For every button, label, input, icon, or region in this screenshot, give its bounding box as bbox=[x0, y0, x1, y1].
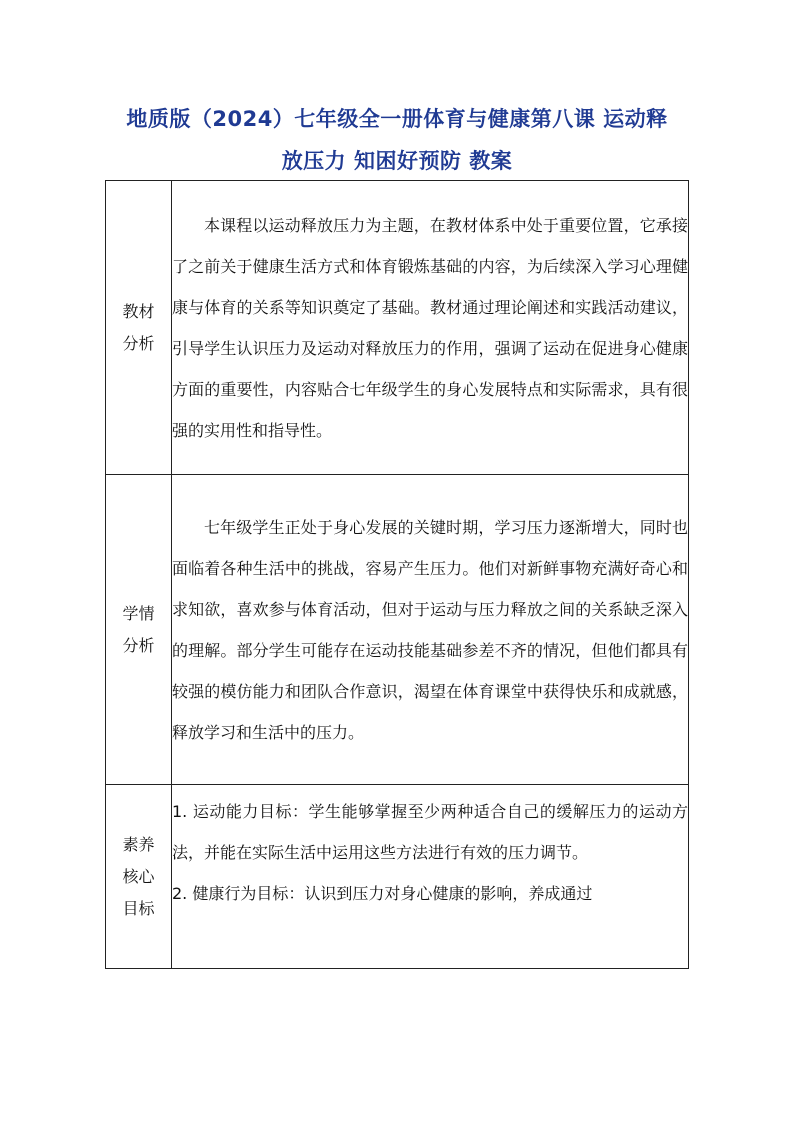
page-title bbox=[105, 98, 689, 182]
title-line-2: 放压力 知困好预防 教案 bbox=[281, 149, 513, 173]
row-content-textbook-analysis bbox=[172, 181, 689, 475]
row-label-line: 分析 bbox=[122, 635, 155, 655]
table-row-student-analysis bbox=[106, 475, 689, 785]
goals-clip bbox=[172, 791, 688, 963]
row-label-textbook-analysis bbox=[106, 181, 172, 475]
row-label-line: 分析 bbox=[122, 333, 155, 353]
row-label-line: 学情 bbox=[122, 603, 155, 623]
row-label-line: 教材 bbox=[122, 301, 155, 321]
table-row-core-competency-goals bbox=[106, 785, 689, 969]
lesson-plan-table bbox=[105, 180, 689, 969]
paragraph-student-analysis: 七年级学生正处于身心发展的关键时期，学习压力逐渐增大，同时也面临着各种生活中的挑战，容易产生压力。他们对新鲜事物充满好奇心和求知欲，喜欢参与体育活动，但对于运动与压力释放之间的关系缺乏深入的理解。部分学生可能存在运动技能基础参差不齐的情况，但他们都具有较强的模仿能力和团队合作意识，渴望在体育课堂中获得快乐和成就感，释放学习和生活中的压力。 bbox=[172, 517, 688, 742]
row-content-student-analysis bbox=[172, 475, 689, 785]
row-label-line: 目标 bbox=[122, 898, 155, 918]
goal-item: 1. 运动能力目标：学生能够掌握至少两种适合自己的缓解压力的运动方法，并能在实际生活中运用这些方法进行有效的压力调节。 bbox=[172, 802, 688, 862]
row-content-core-competency-goals bbox=[172, 785, 689, 969]
title-line-1: 地质版（2024）七年级全一册体育与健康第八课 运动释 bbox=[126, 107, 668, 131]
row-label-line: 核心 bbox=[122, 866, 155, 886]
row-label-line: 素养 bbox=[122, 834, 155, 854]
row-label-student-analysis bbox=[106, 475, 172, 785]
paragraph-textbook-analysis: 本课程以运动释放压力为主题，在教材体系中处于重要位置，它承接了之前关于健康生活方式和体育锻炼基础的内容，为后续深入学习心理健康与体育的关系等知识奠定了基础。教材通过理论阐述和实践活动建议，引导学生认识压力及运动对释放压力的作用，强调了运动在促进身心健康方面的重要性，内容贴合七年级学生的身心发展特点和实际需求，具有很强的实用性和指导性。 bbox=[172, 215, 688, 440]
table-row-textbook-analysis bbox=[106, 181, 689, 475]
goal-item: 2. 健康行为目标：认识到压力对身心健康的影响，养成通过 bbox=[172, 884, 593, 903]
row-label-core-competency-goals bbox=[106, 785, 172, 969]
